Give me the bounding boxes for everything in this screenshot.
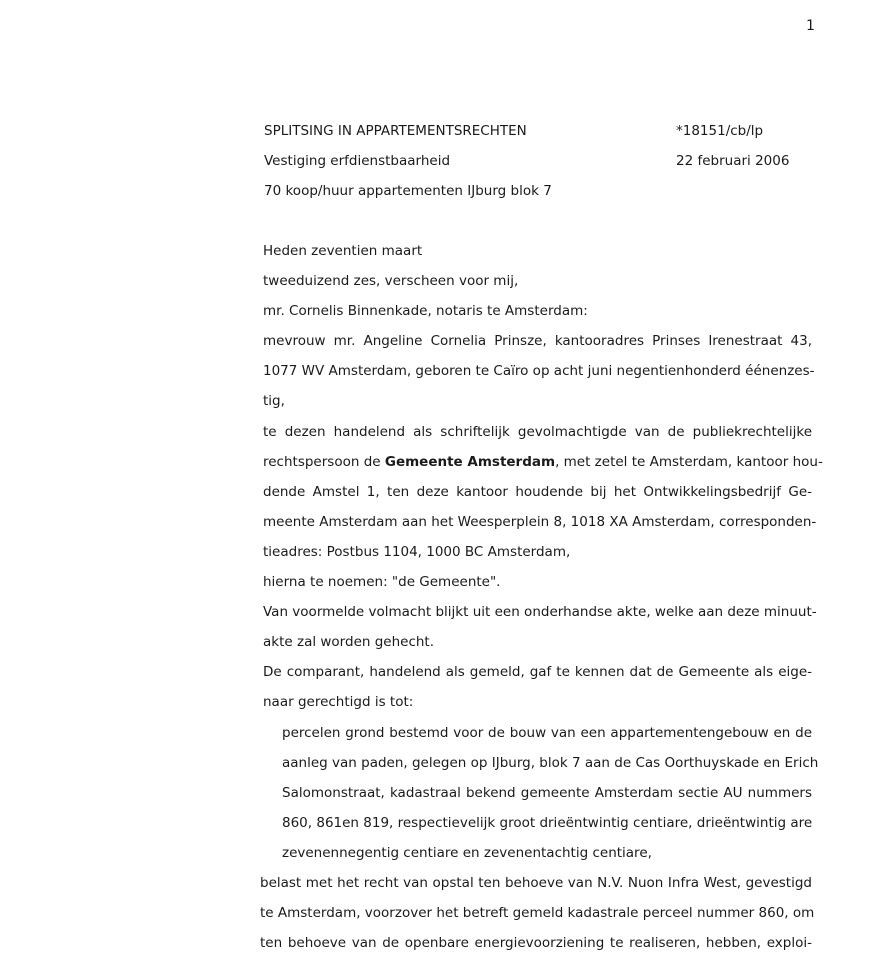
page-number: 1 xyxy=(806,18,815,34)
entity-line-before: rechtspersoon de xyxy=(263,453,385,470)
reference-number: *18151/cb/lp xyxy=(676,123,764,139)
municipality-name: Gemeente Amsterdam xyxy=(384,453,556,470)
text-line: akte zal worden gehecht. xyxy=(263,634,435,651)
text-line: tweeduizend zes, verscheen voor mij, xyxy=(263,273,519,290)
entity-line-after: , met zetel te Amsterdam, kantoor hou- xyxy=(555,453,823,470)
property-description-line: zevenennegentig centiare en zevenentachtig centiare, xyxy=(282,844,652,861)
text-line: ten behoeve van de openbare energievoorziening te realiseren, hebben, exploi- xyxy=(260,935,812,952)
document-date: 22 februari 2006 xyxy=(676,153,790,169)
text-line: Van voormelde volmacht blijkt uit een onderhandse akte, welke aan deze minuut- xyxy=(263,604,817,621)
header-row-1 xyxy=(264,119,794,149)
text-line: 1077 WV Amsterdam, geboren te Caïro op acht juni negentienhonderd éénenzes- xyxy=(263,363,815,380)
property-description-line: percelen grond bestemd voor de bouw van een appartementengebouw en de xyxy=(282,724,812,741)
property-description-line: 860, 861en 819, respectievelijk groot drieëntwintig centiare, drieëntwintig are xyxy=(282,814,813,831)
project-description: 70 koop/huur appartementen IJburg blok 7 xyxy=(264,183,552,199)
text-line: naar gerechtigd is tot: xyxy=(263,694,414,711)
text-line: De comparant, handelend als gemeld, gaf te kennen dat de Gemeente als eige- xyxy=(263,664,812,681)
document-header xyxy=(264,119,794,209)
text-line: tieadres: Postbus 1104, 1000 BC Amsterdam, xyxy=(263,543,571,560)
entity-line xyxy=(263,447,823,477)
text-line: te Amsterdam, voorzover het betreft gemeld kadastrale perceel nummer 860, om xyxy=(260,905,815,922)
document-subtitle: Vestiging erfdienstbaarheid xyxy=(264,153,451,169)
text-line: te dezen handelend als schriftelijk gevolmachtigde van de publiekrechtelijke xyxy=(263,423,812,440)
text-line: Heden zeventien maart xyxy=(263,243,423,259)
text-line: hierna te noemen: "de Gemeente". xyxy=(263,574,501,591)
header-row-2 xyxy=(264,149,794,179)
property-description-line: aanleg van paden, gelegen op IJburg, blok 7 aan de Cas Oorthuyskade en Erich xyxy=(282,754,819,771)
entity-line-rest xyxy=(385,447,823,477)
header-row-3 xyxy=(264,179,794,209)
text-line: mr. Cornelis Binnenkade, notaris te Amsterdam: xyxy=(263,303,588,320)
text-line: meente Amsterdam aan het Weesperplein 8, 1018 XA Amsterdam, corresponden- xyxy=(263,513,817,530)
text-line: belast met het recht van opstal ten behoeve van N.V. Nuon Infra West, gevestigd xyxy=(260,874,812,891)
deed-body xyxy=(260,236,823,958)
document-title: SPLITSING IN APPARTEMENTSRECHTEN xyxy=(264,123,527,139)
text-line: tig, xyxy=(263,393,285,410)
text-line: mevrouw mr. Angeline Cornelia Prinsze, kantooradres Prinses Irenestraat 43, xyxy=(263,333,812,350)
property-description-line: Salomonstraat, kadastraal bekend gemeente Amsterdam sectie AU nummers xyxy=(282,784,812,801)
text-line: dende Amstel 1, ten deze kantoor houdende bij het Ontwikkelingsbedrijf Ge- xyxy=(263,483,812,500)
